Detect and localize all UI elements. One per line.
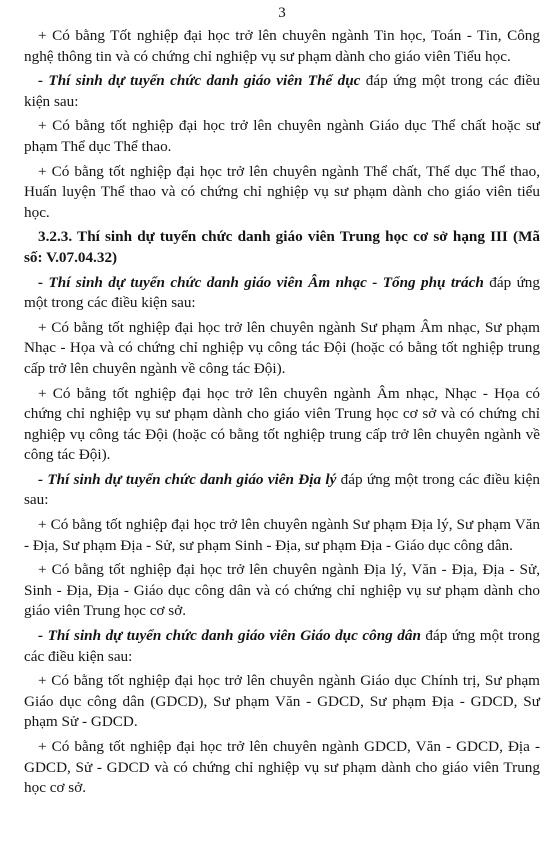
paragraph-text: + Có bằng tốt nghiệp đại học trở lên chuyên ngành Sư phạm Âm nhạc, Sư phạm Nhạc - Họa và có chứng chỉ nghiệp vụ công tác Đội (hoặc có bằng tốt nghiệp trung cấp trở lên chuyên ngành về công tác Đội).	[24, 318, 540, 377]
paragraph-text: + Có bằng tốt nghiệp đại học trở lên chuyên ngành Địa lý, Văn - Địa, Địa - Sử, Sinh - Địa, Địa - Giáo dục công dân và có chứng chỉ nghiệp vụ sư phạm dành cho giáo viên Trung học cơ sở.	[24, 561, 540, 620]
paragraph-text: đáp ứng một trong các điều kiện sau:	[24, 627, 540, 665]
paragraph-text: đáp ứng một trong các điều kiện sau:	[24, 72, 540, 110]
paragraph-text: đáp ứng một trong các điều kiện sau:	[24, 470, 540, 509]
paragraph-bold-lead: - Thí sinh dự tuyển chức danh giáo viên Giáo dục công dân	[38, 627, 421, 645]
paragraph-am-nhac-option-2	[24, 384, 540, 466]
paragraph-dia-ly-option-2	[24, 560, 540, 622]
paragraph-dia-ly-intro	[24, 470, 540, 511]
paragraph-gdcd-option-2	[24, 737, 540, 799]
paragraph-text: + Có bằng tốt nghiệp đại học trở lên chuyên ngành GDCD, Văn - GDCD, Địa - GDCD, Sử - GDCD và có chứng chỉ nghiệp vụ sư phạm dành cho giáo viên Trung học cơ sở.	[24, 738, 540, 797]
paragraph-dia-ly-option-1	[24, 515, 540, 556]
paragraph-text: + Có bằng Tốt nghiệp đại học trở lên chuyên ngành Tin học, Toán - Tin, Công nghệ thông tin và có chứng chỉ nghiệp vụ sư phạm dành cho giáo viên Tiểu học.	[24, 27, 540, 65]
paragraph-gdcd-option-1	[24, 671, 540, 733]
paragraph-the-duc-option-2	[24, 162, 540, 224]
paragraph-text: + Có bằng tốt nghiệp đại học trở lên chuyên ngành Giáo dục Chính trị, Sư phạm Giáo dục công dân (GDCD), Sư phạm Văn - GDCD, Sư phạm Địa - GDCD, Sư phạm Sử - GDCD.	[24, 672, 540, 731]
paragraph-gdcd-intro	[24, 626, 540, 667]
paragraph-bold-lead: - Thí sinh dự tuyển chức danh giáo viên Thể dục	[38, 72, 361, 90]
page-number: 3	[278, 5, 286, 21]
paragraph-tin-hoc-requirement	[24, 26, 540, 67]
paragraph-text: + Có bằng tốt nghiệp đại học trở lên chuyên ngành Âm nhạc, Nhạc - Họa có chứng chỉ nghiệp vụ sư phạm dành cho giáo viên Trung học cơ sở và có chứng chỉ nghiệp vụ công tác Đội (hoặc có bằng tốt nghiệp trung cấp trở lên chuyên ngành về công tác Đội).	[24, 384, 540, 464]
paragraph-am-nhac-intro	[24, 273, 540, 314]
paragraph-text: + Có bằng tốt nghiệp đại học trở lên chuyên ngành Thể chất, Thể dục Thể thao, Huấn luyện Thể thao và có chứng chỉ nghiệp vụ sư phạm dành cho giáo viên tiểu học.	[24, 162, 540, 221]
paragraph-bold-lead: - Thí sinh dự tuyển chức danh giáo viên Âm nhạc - Tổng phụ trách	[38, 273, 484, 291]
paragraph-the-duc-intro	[24, 71, 540, 112]
paragraph-the-duc-option-1	[24, 116, 540, 157]
paragraph-am-nhac-option-1	[24, 318, 540, 380]
paragraph-text: + Có bằng tốt nghiệp đại học trở lên chuyên ngành Giáo dục Thể chất hoặc sư phạm Thể dục Thể thao.	[24, 117, 540, 155]
section-heading-3-2-3: 3.2.3. Thí sinh dự tuyển chức danh giáo viên Trung học cơ sở hạng III (Mã số: V.07.04.32)	[24, 228, 540, 266]
paragraph-bold-lead: - Thí sinh dự tuyển chức danh giáo viên Địa lý	[38, 470, 337, 488]
paragraph-text: + Có bằng tốt nghiệp đại học trở lên chuyên ngành Sư phạm Địa lý, Sư phạm Văn - Địa, Sư phạm Địa - Sử, sư phạm Sinh - Địa, sư phạm Địa - Giáo dục công dân.	[24, 516, 540, 554]
paragraph-text: đáp ứng một trong các điều kiện sau:	[24, 273, 540, 312]
